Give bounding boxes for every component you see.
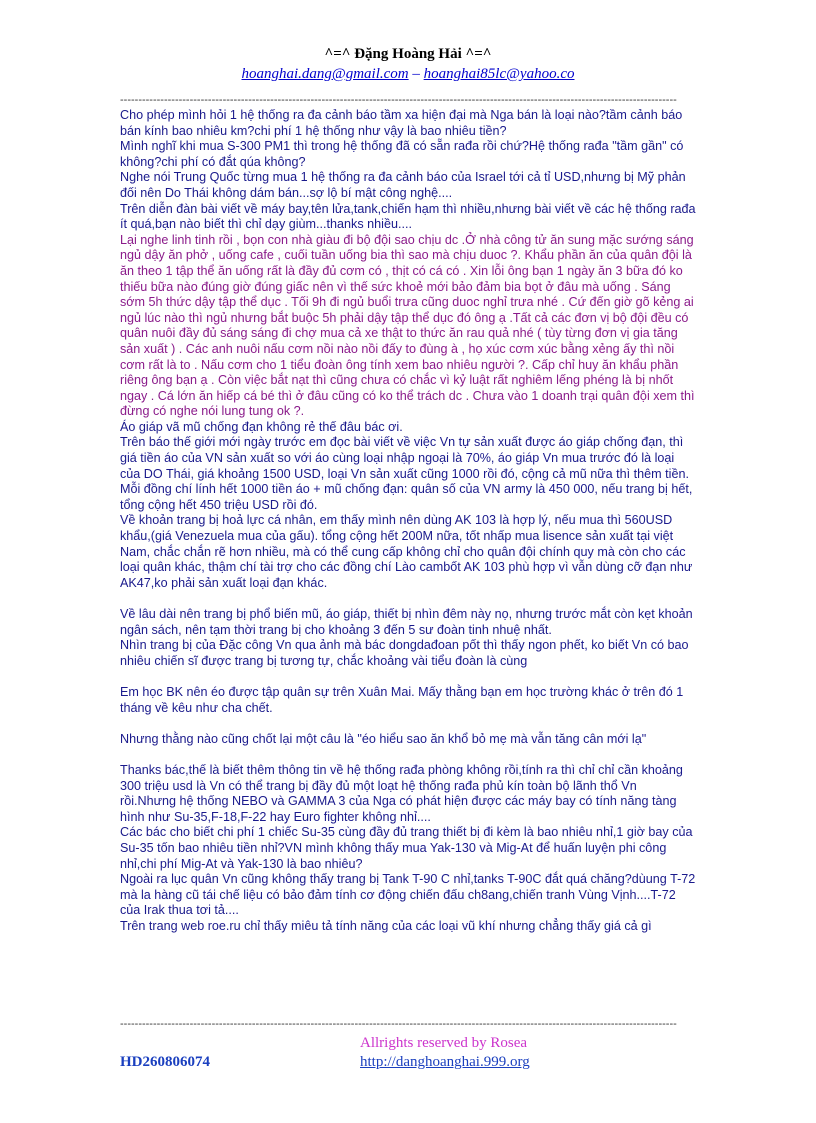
body-paragraph: Nhìn trang bị của Đặc công Vn qua ảnh mà bác dongdađoan pốt thì thấy ngon phết, ko biết Vn có bao nhiêu chiến sĩ được trang bị tương tự, chắc khoảng vài tiểu đoàn là cùng: [120, 638, 689, 668]
body-paragraph: Mình nghĩ khi mua S-300 PM1 thì trong hệ thống đã có sẵn rađa rồi chứ?Hệ thống rađa "tầm gần" có không?chi phí có đắt qúa không?: [120, 139, 684, 169]
footer-divider: --------------------------------------------------------------------------------------------------------------------------------------------------------: [120, 1018, 677, 1030]
page-header: [0, 44, 816, 84]
document-code: HD260806074: [120, 1054, 210, 1070]
header-divider: --------------------------------------------------------------------------------------------------------------------------------------------------------: [120, 94, 677, 106]
body-paragraph: Nghe nói Trung Quốc từng mua 1 hệ thống ra đa cảnh báo của Israel tới cả tỉ USD,nhưng bị Mỹ phản đối nên Do Thái không dám bán...sợ lộ bí mật công nghệ....: [120, 170, 686, 200]
body-paragraph: Cho phép mình hỏi 1 hệ thống ra đa cảnh báo tầm xa hiện đại mà Nga bán là loại nào?tầm cảnh báo bán kính bao nhiêu km?chi phí 1 hệ thống như vậy là bao nhiêu tiền?: [120, 108, 683, 138]
email-link-gmail[interactable]: hoanghai.dang@gmail.com: [241, 66, 409, 82]
body-paragraph: Lại nghe linh tinh rồi , bọn con nhà giàu đi bộ đội sao chịu dc .Ở nhà công tử ăn sung mặc sướng sáng ngủ dậy ăn phở , uống cafe , cuối tuần uống bia thì sao mà chịu duoc ?. Khẩu phần ăn của quân đội là ăn theo 1 tập thể ăn uống rất là đầy đủ cơm có , thịt có cá có . Xin lỗi ông bạn 1 ngày ăn 3 bữa đó ko thiếu bữa nào đúng giờ đúng giấc nên vì thế sức khoẻ mới bảo đảm bia bọt ở đâu mà uống . Sáng sớm 5h thức dậy tập thể dục . Tối 9h đi ngủ buổi trưa cũng duoc nghỉ trưa nhé . Cứ đến giờ gõ kẻng ai ngủ lúc nào thì ngủ nhưng bắt buộc 5h phải dậy tập thể dục đó ông ạ .Tất cả các đơn vị bộ đội đều có quân nuôi đầy đủ sáng sáng đi chợ mua cả xe thật to thức ăn rau quả nhé ( tùy từng đơn vị gia tăng sản xuất ) . Các anh nuôi nấu cơm nồi nào nồi đấy to đùng à , họ xúc cơm xúc bằng xẻng ấy thì nồi cơm rất là to . Nấu cơm cho 1 tiểu đoàn ông tính xem bao nhiêu người ?. Cấp chỉ huy ăn khẩu phần riêng ông bạn ạ . Còn việc bắt nạt thì cũng chưa có chắc vì kỷ luật rất nghiêm lếng phéng là bị nhốt ngay . Cá lớn ăn hiếp cá bé thì ở đâu cũng có ko thể trách dc . Chưa vào 1 doanh trại quân đội xem thì đừng có nghe nói lung tung ok ?.: [120, 232, 695, 419]
body-paragraph: Em học BK nên éo được tập quân sự trên Xuân Mai. Mấy thằng bạn em học trường khác ở trên đó 1 tháng về kêu như cha chết.: [120, 684, 684, 715]
page-title: ^=^ Đặng Hoàng Hải ^=^: [324, 46, 492, 62]
email-separator: –: [408, 66, 424, 82]
body-paragraph: Trên trang web roe.ru chỉ thấy miêu tả tính năng của các loại vũ khí nhưng chẳng thấy giá cả gì: [120, 918, 652, 933]
body-paragraph: Ngoài ra lục quân Vn cũng không thấy trang bị Tank T-90 C nhỉ,tanks T-90C đắt quá chăng?dùung T-72 mà la hàng cũ tái chế liệu có bảo đảm tính cơ động chiến đấu ch8ang,chiến tranh Vùng Vịnh....T-72 của Irak thua tơi tả....: [120, 872, 696, 918]
body-paragraph: Nhưng thằng nào cũng chốt lại một câu là "éo hiểu sao ăn khổ bỏ mẹ mà vẫn tăng cân mới lạ": [120, 731, 647, 746]
body-paragraph: Áo giáp vã mũ chống đạn không rẻ thế đâu bác ơi.: [120, 419, 403, 434]
document-body: [120, 108, 696, 934]
body-paragraph: Về lâu dài nên trang bị phổ biến mũ, áo giáp, thiết bị nhìn đêm này nọ, nhưng trước mắt còn kẹt khoản ngân sách, nên tạm thời trang bị cho khoảng 3 đến 5 sư đoàn tinh nhuệ nhất.: [120, 607, 693, 637]
body-paragraph: Trên báo thế giới mới ngày trước em đọc bài viết về việc Vn tự sản xuất được áo giáp chống đạn, thì giá tiền áo của VN sản xuất so với áo cùng loại nhập ngoại là 70%, áo giáp Vn mua trước đó là loại của DO Thái, giá khoảng 1500 USD, loại Vn sản xuất cũng 1000 rồi đó, cộng cả mũ nữa thì thêm tiền.: [120, 435, 689, 481]
body-paragraph: Các bác cho biết chi phí 1 chiếc Su-35 cùng đầy đủ trang thiết bị đi kèm là bao nhiêu nhỉ,1 giờ bay của Su-35 tốn bao nhiêu tiền nhỉ?VN mình không thấy mua Yak-130 và Mig-At để huấn luyện phi công nhỉ,chi phí Mig-At và Yak-130 là bao nhiêu?: [120, 825, 693, 871]
body-paragraph: Về khoản trang bị hoả lực cá nhân, em thấy mình nên dùng AK 103 là hợp lý, nếu mua thì 560USD khẩu,(giá Venezuela mua của gấu). tổng cộng hết 200M nữa, tốt nhấp mua lisence sản xuất tại việt Nam, chắc chắn rẽ hơn nhiều, mà có thể cung cấp không chỉ cho quân đội chính quy mà còn cho các loại quân khác, thậm chí tài trợ cho các đồng chí Lào cambốt AK 103 phù hợp vì vẫn dùng cỡ đạn như AK47,ko phải sản xuất loại đạn khác.: [120, 513, 693, 590]
body-paragraph: Mỗi đồng chí lính hết 1000 tiền áo + mũ chống đạn: quân số của VN army là 450 000, nếu trang bị hết, tổng cộng hết 450 triệu USD rồi đó.: [120, 482, 693, 512]
copyright-notice: Allrights reserved by Rosea: [360, 1035, 528, 1051]
body-paragraph: Trên diễn đàn bài viết về máy bay,tên lửa,tank,chiến hạm thì nhiều,nhưng bài viết về các hệ thống rađa ít quá,bạn nào biết thì chỉ dạy giùm...thanks nhiều....: [120, 201, 696, 232]
website-link[interactable]: http://danghoanghai.999.org: [360, 1054, 530, 1070]
body-paragraph: Thanks bác,thế là biết thêm thông tin về hệ thống rađa phòng không rồi,tính ra thì chỉ chỉ cần khoảng 300 triệu usd là Vn có thể trang bị đầy đủ một loạt hệ thống rađa phủ kín toàn bộ lãnh thổ Vn rồi.Nhưng hệ thống NEBO và GAMMA 3 của Nga có phát hiện được các máy bay có tính năng tàng hình như Su-35,F-18,F-22 hay Euro fighter không nhỉ....: [120, 762, 683, 824]
contact-emails: [0, 64, 816, 84]
email-link-yahoo[interactable]: hoanghai85lc@yahoo.co: [423, 66, 575, 82]
